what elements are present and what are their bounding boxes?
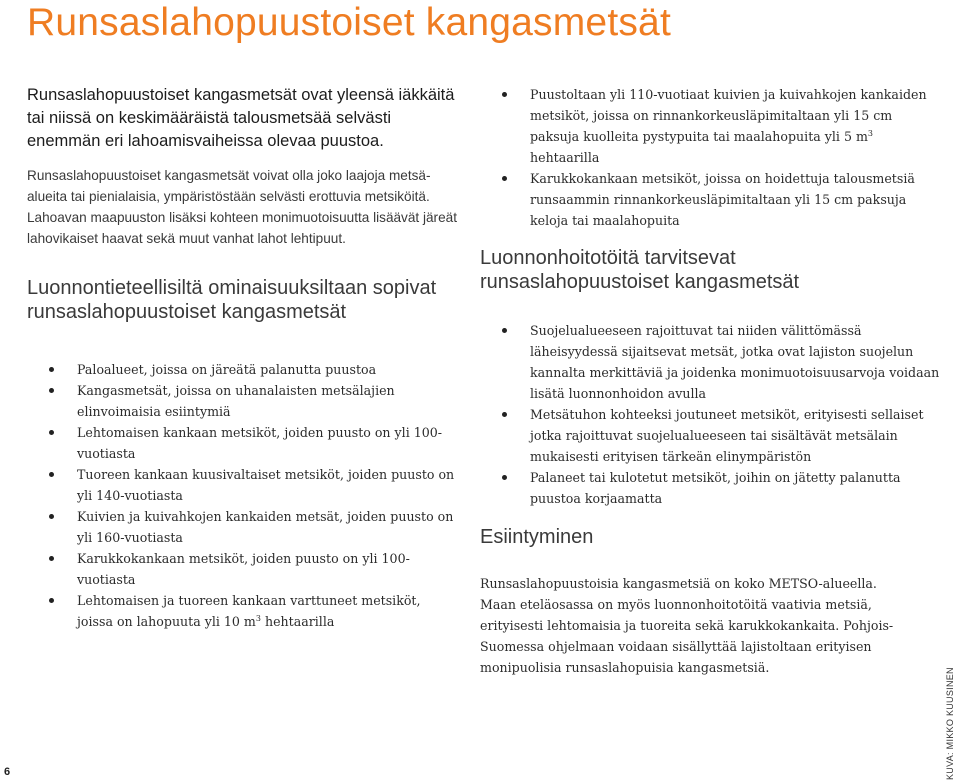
section-heading-suitable: Luonnontieteellisiltä ominaisuuksiltaan sopivat runsaslahopuustoiset kangasmetsät <box>27 277 437 323</box>
right-column <box>480 84 940 678</box>
list-item: Kangasmetsät, joissa on uhanalaisten metsälajien elinvoimaisia esiintymiä <box>27 380 457 422</box>
superscript: 3 <box>255 613 261 623</box>
photo-credit-text: KUVA: MIKKO KUUSINEN <box>945 667 955 780</box>
suitable-forests-list <box>27 359 457 632</box>
list-item: Karukkokankaan metsiköt, joiden puusto on yli 100-vuotiasta <box>27 548 457 590</box>
list-item: Kuivien ja kuivahkojen kankaiden metsät, joiden puusto on yli 160-vuotiasta <box>27 506 457 548</box>
left-column <box>27 84 457 632</box>
page-number: 6 <box>4 766 11 778</box>
restoration-list <box>480 320 940 509</box>
list-item: Lehtomaisen kankaan metsiköt, joiden puusto on yli 100-vuotiasta <box>27 422 457 464</box>
photo-credit <box>943 667 959 780</box>
list-item: Suojelualueeseen rajoittuvat tai niiden välittömässä läheisyydessä sijaitsevat metsät, jotka ovat lajiston suojelun kannalta merkittäviä ja joidenka monimuotoisuusarvoja voidaan lisätä luonnonhoidon avulla <box>480 320 940 404</box>
intro-paragraph-1: Runsaslahopuustoiset kangasmetsät voivat olla joko laajoja metsäalueita tai pienialaisia, ympäristöstään selvästi erottuvia metsiköitä. <box>27 168 431 204</box>
list-item: Karukkokankaan metsiköt, joissa on hoidettuja talousmetsiä runsaammin rinnankorkeusläpimitaltaan yli 15 cm paksuja keloja tai maalahopuita <box>480 168 940 231</box>
lead-paragraph: Runsaslahopuustoiset kangasmetsät ovat yleensä iäkkäitä tai niissä on keskimääräistä talousmetsää selvästi enemmän eri lahoamisvaiheissa olevaa puustoa. <box>27 86 455 150</box>
list-item: Metsätuhon kohteeksi joutuneet metsiköt, erityisesti sellaiset jotka rajoittuvat suojelualueeseen tai sisältävät metsälain mukaisesti erityisen tärkeän elinympäristön <box>480 404 940 467</box>
list-item: Palaneet tai kulotetut metsiköt, joihin on jätetty palanutta puustoa korjaamatta <box>480 467 940 509</box>
intro-paragraph-2: Lahoavan maapuuston lisäksi kohteen monimuotoisuutta lisäävät järeät lahovikaiset haavat sekä muut vanhat lahot lehtipuut. <box>27 210 457 246</box>
list-item <box>480 84 940 168</box>
list-item-text-end: hehtaarilla <box>530 150 600 165</box>
criteria-list <box>480 84 940 231</box>
superscript: 3 <box>867 128 873 138</box>
list-item: Tuoreen kankaan kuusivaltaiset metsiköt, joiden puusto on yli 140-vuotiasta <box>27 464 457 506</box>
section-heading-restoration: Luonnonhoitotöitä tarvitsevat runsaslahopuustoiset kangasmetsät <box>480 247 800 293</box>
list-item-text: Puustoltaan yli 110-vuotiaat kuivien ja kuivahkojen kankaiden metsiköt, joissa on rinnankorkeusläpimitaltaan yli 15 cm paksuja kuolleita pystypuita tai maalahopuita yli 5 m <box>530 87 927 144</box>
page-title: Runsaslahopuustoiset kangasmetsät <box>27 1 671 44</box>
list-item-text: Lehtomaisen ja tuoreen kankaan varttuneet metsiköt, joissa on lahopuuta yli 10 m <box>77 593 421 629</box>
list-item: Paloalueet, joissa on järeätä palanutta puustoa <box>27 359 457 380</box>
occurrence-paragraph: Runsaslahopuustoisia kangasmetsiä on koko METSO-alueella. Maan eteläosassa on myös luonnonhoitotöitä vaativia metsiä, erityisesti lehtomaisia ja tuoreita sekä karukkokankaita. Pohjois-Suomessa ohjelmaan voidaan sisällyttää lajistoltaan erityisen monipuolisia runsaslahopuisia kangasmetsiä. <box>480 576 894 675</box>
list-item-text-end: hehtaarilla <box>260 614 335 629</box>
section-heading-occurrence: Esiintyminen <box>480 526 594 548</box>
list-item <box>27 590 457 632</box>
